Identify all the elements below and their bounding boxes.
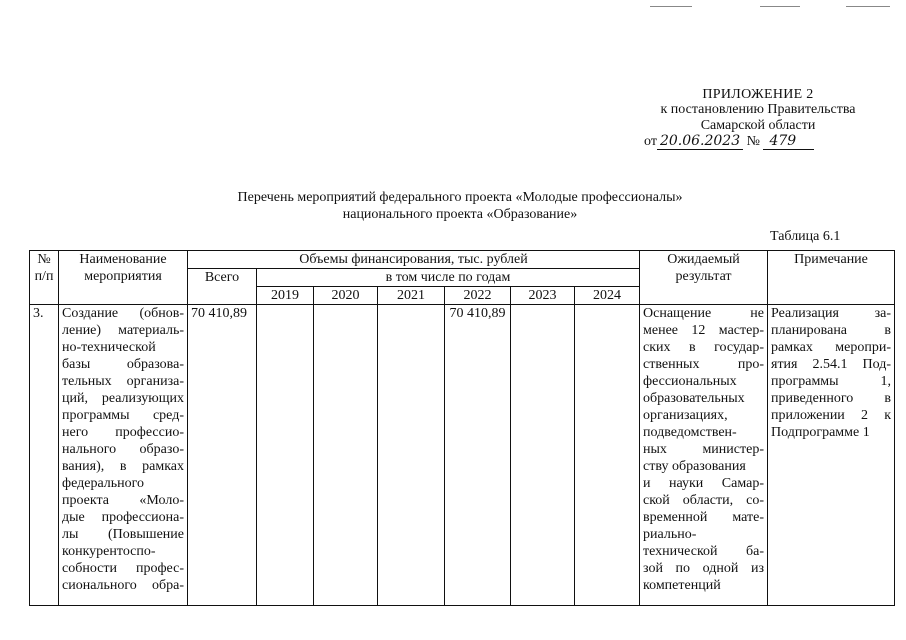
row-note-line: программы 1, bbox=[771, 374, 891, 389]
header-note: Примечание bbox=[768, 251, 895, 305]
header-year: 2024 bbox=[575, 287, 640, 305]
row-name-line: базы образова- bbox=[62, 357, 184, 372]
row-year-2022: 70 410,89 bbox=[445, 305, 511, 606]
row-year-2020 bbox=[314, 305, 378, 606]
document-title bbox=[120, 189, 800, 223]
row-name-line: собности профес- bbox=[62, 561, 184, 576]
header-num: № п/п bbox=[30, 251, 59, 305]
row-note-line: Реализация за- bbox=[771, 306, 891, 321]
table-label: Таблица 6.1 bbox=[770, 229, 841, 244]
measures-table bbox=[29, 250, 895, 606]
row-result-line: ству образования bbox=[643, 459, 746, 474]
header-name: Наименование мероприятия bbox=[59, 251, 188, 305]
row-result-line: образовательных bbox=[643, 391, 745, 406]
title-line-1: Перечень мероприятий федерального проекта «Молодые профессионалы» bbox=[237, 190, 683, 205]
row-result-line: технической ба- bbox=[643, 544, 764, 559]
row-result-line: организациях, bbox=[643, 408, 728, 423]
title-line-2: национального проекта «Образование» bbox=[342, 207, 578, 222]
header-by-years: в том числе по годам bbox=[257, 269, 640, 287]
row-result-line: подведомствен- bbox=[643, 425, 737, 440]
header-year: 2023 bbox=[511, 287, 575, 305]
row-name-line: федерального bbox=[62, 476, 145, 491]
header-result: Ожидаемый результат bbox=[640, 251, 768, 305]
date-number-line bbox=[644, 133, 854, 150]
row-result-line: ственных про- bbox=[643, 357, 764, 372]
row-result-line: Оснащение не bbox=[643, 306, 764, 321]
row-name-cell bbox=[59, 305, 188, 606]
row-name-line: вания), в рамках bbox=[62, 459, 184, 474]
row-note-line: Подпрограмме 1 bbox=[771, 425, 870, 440]
row-result-line: ской области, со- bbox=[643, 493, 764, 508]
date-prefix: от bbox=[644, 134, 657, 149]
row-num: 3. bbox=[30, 305, 59, 606]
row-note-cell bbox=[768, 305, 895, 606]
row-name-line: нального образо- bbox=[62, 442, 184, 457]
header-funding: Объемы финансирования, тыс. рублей bbox=[188, 251, 640, 269]
row-result-line: компетенций bbox=[643, 578, 721, 593]
row-name-line: дые профессиона- bbox=[62, 510, 184, 525]
header-total: Всего bbox=[188, 269, 257, 305]
row-note-line: приложении 2 к bbox=[771, 408, 891, 423]
row-name-line: ций, реализующих bbox=[62, 391, 184, 406]
row-name-line: него профессио- bbox=[62, 425, 184, 440]
row-result-line: фессиональных bbox=[643, 374, 737, 389]
row-name-line: ление) материаль- bbox=[62, 323, 184, 338]
row-name-line: конкурентоспо- bbox=[62, 544, 156, 559]
row-name-line: но-технической bbox=[62, 340, 156, 355]
row-note-line: ятия 2.54.1 Под- bbox=[771, 357, 891, 372]
region-line: Самарской области bbox=[700, 118, 816, 133]
row-result-line: менее 12 мастер- bbox=[643, 323, 764, 338]
row-name-line: сионального обра- bbox=[62, 578, 184, 593]
row-total: 70 410,89 bbox=[188, 305, 257, 606]
row-year-2021 bbox=[378, 305, 445, 606]
row-result-line: временной мате- bbox=[643, 510, 764, 525]
handwritten-number: 479 bbox=[763, 133, 814, 150]
handwritten-date: 20.06.2023 bbox=[657, 133, 743, 150]
row-name-line: лы (Повышение bbox=[62, 527, 184, 542]
row-year-2024 bbox=[575, 305, 640, 606]
appendix-title: ПРИЛОЖЕНИЕ 2 bbox=[702, 87, 814, 102]
header-year: 2019 bbox=[257, 287, 314, 305]
row-result-line: и науки Самар- bbox=[643, 476, 764, 491]
row-note-line: планирована в bbox=[771, 323, 891, 338]
header-year: 2020 bbox=[314, 287, 378, 305]
row-name-line: программы сред- bbox=[62, 408, 184, 423]
row-result-line: ских в государ- bbox=[643, 340, 764, 355]
row-result-line: зой по одной из bbox=[643, 561, 764, 576]
resolution-line: к постановлению Правительства bbox=[660, 102, 856, 117]
header-year: 2022 bbox=[445, 287, 511, 305]
row-name-line: Создание (обнов- bbox=[62, 306, 184, 321]
table-row bbox=[30, 305, 895, 606]
number-prefix: № bbox=[746, 134, 760, 149]
row-note-line: приведенного в bbox=[771, 391, 891, 406]
row-result-line: риально- bbox=[643, 527, 697, 542]
row-name-line: тельных организа- bbox=[62, 374, 184, 389]
row-name-line: проекта «Моло- bbox=[62, 493, 184, 508]
row-result-line: ных министер- bbox=[643, 442, 764, 457]
header-year: 2021 bbox=[378, 287, 445, 305]
row-year-2019 bbox=[257, 305, 314, 606]
header-row-1 bbox=[30, 251, 895, 269]
row-year-2023 bbox=[511, 305, 575, 606]
row-result-cell bbox=[640, 305, 768, 606]
row-note-line: рамках меропри- bbox=[771, 340, 891, 355]
